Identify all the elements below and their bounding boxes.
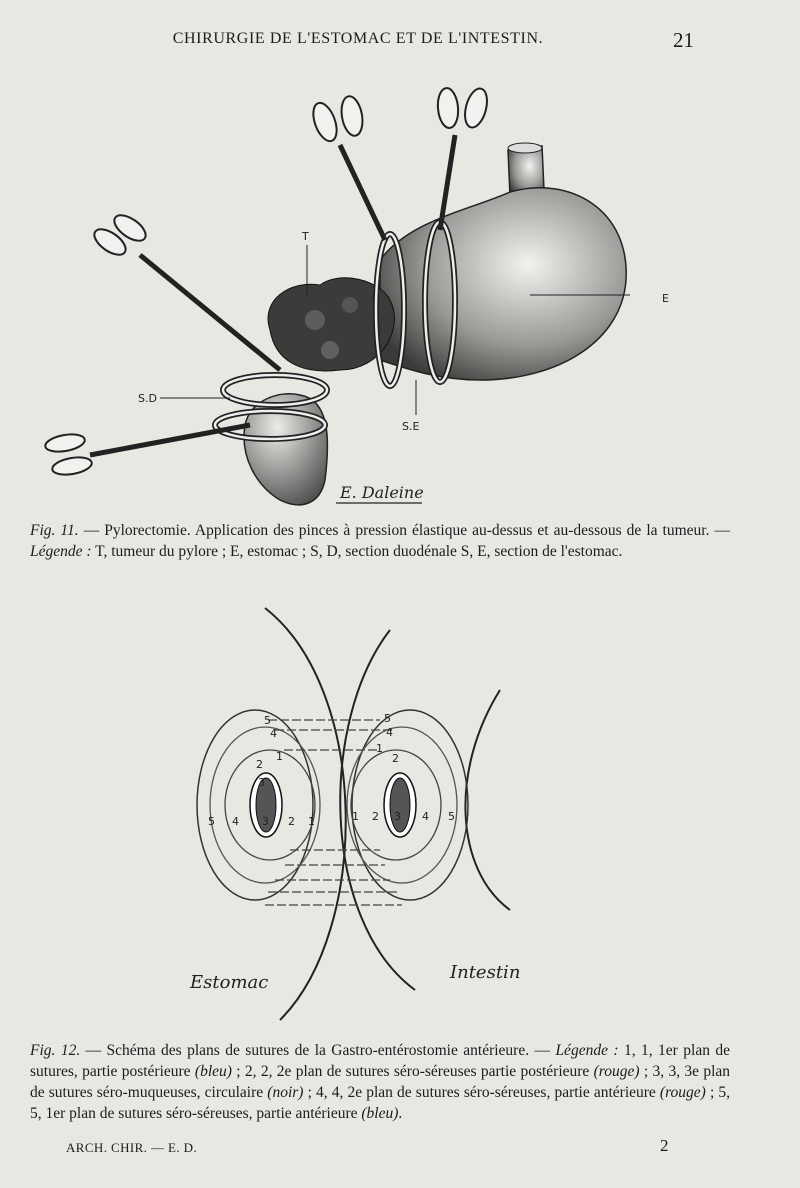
label-E: E: [662, 292, 669, 305]
right-number-2: 2: [372, 810, 379, 823]
figure-12-diagram: [180, 600, 540, 1030]
forceps-center: [309, 95, 385, 240]
fig-12-color-noir: (noir): [267, 1084, 304, 1101]
label-intestin: Intestin: [450, 962, 521, 983]
running-header: CHIRURGIE DE L'ESTOMAC ET DE L'INTESTIN.: [172, 30, 544, 47]
fig-12-legend-label: Légende :: [555, 1042, 619, 1059]
label-SD: S.D: [138, 392, 157, 405]
left-number-2: 2: [288, 815, 295, 828]
fig-12-color-rouge-2: (rouge): [659, 1084, 706, 1101]
illustrator-signature: E. Daleine: [340, 483, 424, 502]
forceps-lower-left: [44, 425, 250, 477]
fig-12-text-7: .: [398, 1105, 403, 1122]
fig-12-text-4: ; 3, 3, 3e plan de sutures séro-muqueuses, circulaire: [30, 1063, 731, 1101]
figure-12-caption: [30, 1040, 730, 1124]
fig-12-text-2: 1, 1, 1er plan de sutures, partie postérieure: [30, 1042, 730, 1080]
right-top-number-4: 4: [386, 726, 393, 739]
fig-12-text-3: ; 2, 2, 2e plan de sutures séro-séreuses partie postérieure: [236, 1063, 590, 1080]
right-number-5: 5: [448, 810, 455, 823]
figure-11-caption: [30, 520, 730, 562]
label-SE: S.E: [402, 420, 420, 433]
left-number-4: 4: [232, 815, 239, 828]
fig-12-text-5: ; 4, 4, 2e plan de sutures séro-séreuses, partie antérieure: [307, 1084, 656, 1101]
left-number-5: 5: [208, 815, 215, 828]
fig-12-text-6: ; 5, 5, 1er plan de sutures séro-séreuses, partie antérieure: [30, 1084, 731, 1122]
stomach-shape: [380, 188, 626, 380]
label-estomac: Estomac: [190, 972, 269, 993]
left-top-number-5: 5: [264, 714, 271, 727]
footer-signature: ARCH. CHIR. — E. D.: [66, 1140, 198, 1155]
left-number-3: 3: [262, 815, 269, 828]
fig-11-legend-label: Légende :: [30, 543, 92, 560]
fig-11-label: Fig. 11.: [30, 522, 79, 539]
fig-12-color-bleu-2: (bleu): [361, 1105, 399, 1122]
right-number-3: 3: [394, 810, 401, 823]
fig-12-color-bleu-1: (bleu): [194, 1063, 232, 1080]
left-number-1: 1: [308, 815, 315, 828]
right-number-4: 4: [422, 810, 429, 823]
forceps-upper-left: [90, 210, 280, 370]
left-top-number-3: 3: [258, 776, 265, 789]
fig-12-color-rouge-1: (rouge): [593, 1063, 640, 1080]
fig-12-label: Fig. 12.: [30, 1042, 81, 1059]
fig-11-legend-text: T, tumeur du pylore ; E, estomac ; S, D, section duodénale S, E, section de l'estomac.: [95, 543, 623, 560]
left-top-number-1: 1: [276, 750, 283, 763]
right-number-1: 1: [352, 810, 359, 823]
right-top-number-5: 5: [384, 712, 391, 725]
figure-11-illustration: [30, 80, 730, 510]
right-top-number-1: 1: [376, 742, 383, 755]
label-T: T: [302, 230, 309, 243]
left-top-number-2: 2: [256, 758, 263, 771]
footer-sheet-number: 2: [660, 1136, 669, 1155]
left-top-number-4: 4: [270, 727, 277, 740]
page-number: 21: [673, 28, 694, 52]
right-top-number-2: 2: [392, 752, 399, 765]
fig-12-text-1: — Schéma des plans de sutures de la Gastro-entérostomie antérieure. —: [85, 1042, 551, 1059]
fig-11-text: — Pylorectomie. Application des pinces à pression élastique au-dessus et au-dessous de la tumeur. —: [83, 522, 731, 539]
